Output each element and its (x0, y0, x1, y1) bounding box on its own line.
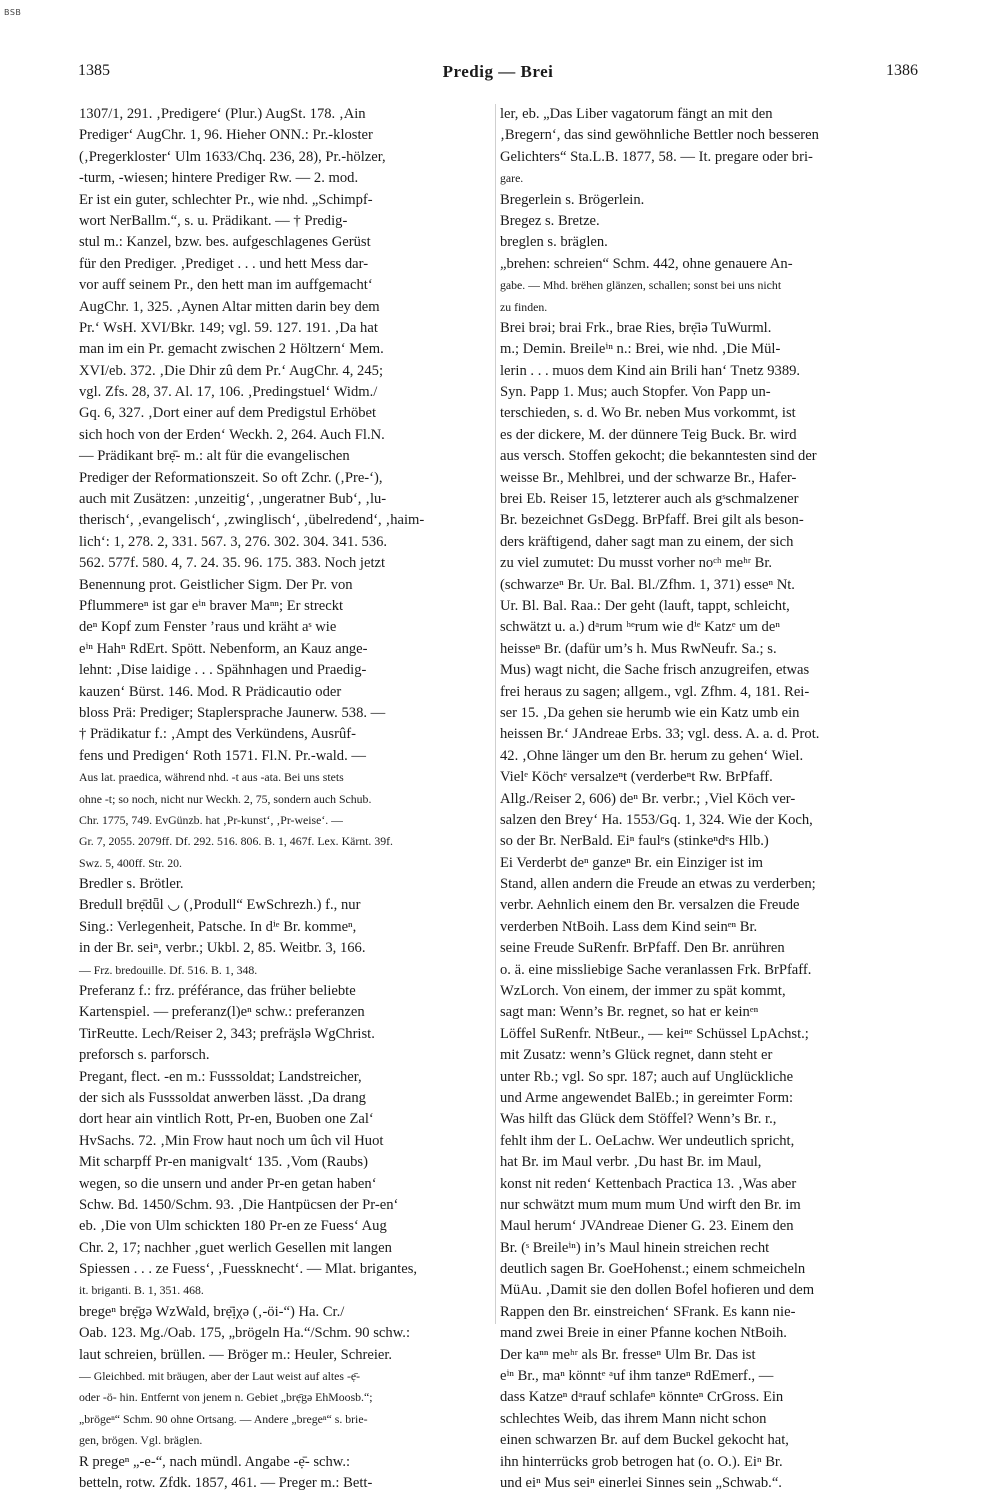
text-line: Was hilft das Glück dem Stöffel? Wenn’s Br. r., (500, 1111, 777, 1128)
running-title: Predig — Brei (442, 62, 554, 81)
text-line: zu viel zumutet: Du musst vorher noᶜʰ meʰʳ Br. (500, 555, 773, 572)
text-line: in der Br. seiⁿ, verbr.; Ukbl. 2, 85. Weitbr. 3, 166. (79, 940, 366, 957)
text-line: bloss Prä: Prediger; Staplersprache Jaunerw. 538. — (79, 704, 386, 721)
text-line: salzen den Brey‘ Ha. 1553/Gq. 1, 324. Wie der Koch, (500, 811, 813, 828)
text-line: „brögeⁿ“ Schm. 90 ohne Ortsang. — Andere „bregeⁿ“ s. brie- (79, 1411, 368, 1426)
text-line: Sing.: Verlegenheit, Patsche. In dⁱᵉ Br. kommeⁿ, (79, 918, 357, 935)
text-line: Gq. 6, 327. ‚Dort einer auf dem Predigstul Erhöbet (79, 405, 377, 422)
text-line: Brei brəi; brai Frk., brae Ries, brẹ̄iə TuWurml. (500, 319, 772, 336)
text-line: nur schwätzt mum mum mum Und wirft den Br. im (500, 1196, 801, 1213)
text-line: Maul herum‘ JVAndreae Diener G. 23. Einem den (500, 1218, 794, 1235)
text-line: sich hoch von der Erden‘ Weckh. 2, 264. Auch Fl.N. (79, 426, 385, 443)
right-text-column (500, 104, 918, 1491)
text-line: und Arme angewendet BalEb.; in gereimter Form: (500, 1089, 794, 1106)
text-line: Chr. 2, 17; nachher ‚guet werlich Gesellen mit langen (79, 1239, 392, 1256)
text-line: ders kräftigend, daher sagt man zu einem, der sich (500, 533, 794, 550)
text-line: Bredull brẹ̄dǖl ◡ (‚Produll“ EwSchrezh.) f., nur (79, 897, 361, 914)
text-line: oder -ö- hin. Entfernt von jenem n. Gebiet „brẹ̄gə EhMoosb.“; (79, 1390, 373, 1405)
text-line: eb. ‚Die von Ulm schickten 180 Pr-en ze Fuess‘ Aug (79, 1218, 387, 1235)
text-line: brei Eb. Reiser 15, letzterer auch als gˢschmalzener (500, 491, 799, 508)
text-line: fehlt ihm der L. OeLachw. Wer undeutlich spricht, (500, 1132, 795, 1149)
text-line: — Frz. bredouille. Df. 516. B. 1, 348. (79, 962, 258, 977)
text-line: — Gleichbed. mit bräugen, aber der Laut weist auf altes -ẹ̄- (79, 1369, 361, 1384)
text-line: man im ein Pr. gemacht zwischen 2 Höltzern‘ Mem. (79, 341, 384, 358)
page-header (78, 62, 918, 86)
text-line: zu finden. (500, 299, 548, 314)
text-line: heisseⁿ Br. (dafür um’s h. Mus RwNeufr. Sa.; s. (500, 640, 777, 657)
text-line: Chr. 1775, 749. EvGünzb. hat ‚Pr-kunst‘, ‚Pr-weise‘. — (79, 812, 343, 827)
text-line: ihn hinterrücks grob betrogen hat (o. O.). Eiⁿ Br. (500, 1453, 783, 1470)
text-line: konst nit reden‘ Kettenbach Practica 13. ‚Was aber (500, 1175, 797, 1192)
text-line: Pr.‘ WsH. XVI/Bkr. 149; vgl. 59. 127. 191. ‚Da hat (79, 319, 378, 336)
text-line: WzLorch. Von einem, der immer zu spät kommt, (500, 983, 786, 1000)
text-line: deutlich sagen Br. GoeHohenst.; einem schmeicheln (500, 1261, 806, 1278)
text-line: ler, eb. „Das Liber vagatorum fängt an mit den (500, 106, 773, 122)
text-line: Bredler s. Brötler. (79, 876, 184, 893)
text-line: gare. (500, 171, 524, 186)
text-line: eⁱⁿ Br., maⁿ könntᵉ ᵃuf ihm tanzeⁿ RdEmerf., — (500, 1368, 774, 1385)
text-line: wort NerBallm.“, s. u. Prädikant. — † Predig- (79, 212, 348, 229)
text-line: Br. bezeichnet GsDegg. BrPfaff. Brei gilt als beson- (500, 512, 804, 529)
text-line: gen, brögen. Vgl. bräglen. (79, 1433, 203, 1448)
text-line: laut schreien, brüllen. — Bröger m.: Heuler, Schreier. (79, 1346, 393, 1363)
text-line: Vielᵉ Köchᵉ versalzeⁿt (verderbeⁿt Rw. BrPfaff. (500, 769, 773, 786)
text-line: therisch‘, ‚evangelisch‘, ‚zwinglisch‘, ‚übelredend‘, ‚haim- (79, 512, 425, 529)
text-line: auch mit Zusätzen: ‚unzeitig‘, ‚ungeratner Bub‘, ‚lu- (79, 491, 387, 508)
text-line: heissen Br.‘ JAndreae Erbs. 33; vgl. dess. A. a. d. Prot. (500, 726, 820, 743)
text-line: preforsch s. parforsch. (79, 1047, 210, 1064)
text-line: ‚Bregern‘, das sind gewöhnliche Bettler noch besseren (500, 127, 819, 144)
text-line: hat Br. im Maul verbr. ‚Du hast Br. im Maul, (500, 1154, 762, 1171)
text-line: it. briganti. B. 1, 351. 468. (79, 1283, 204, 1298)
text-line: mand zwei Breie in einer Pfanne kochen NtBoih. (500, 1325, 787, 1342)
text-line: vgl. Zfs. 28, 37. Al. 17, 106. ‚Predingstuel‘ Widm./ (79, 384, 378, 401)
left-text-column (79, 104, 491, 1491)
text-line: Mus) wagt nicht, die Sache frisch anzugreifen, etwas (500, 662, 810, 679)
text-line: der sich als Fusssoldat anwerben lässt. ‚Da drang (79, 1089, 366, 1106)
column-divider (495, 104, 496, 1324)
text-line: Rappen den Br. einstreichen‘ SFrank. Es kann nie- (500, 1303, 796, 1320)
text-line: so der Br. NerBald. Eiⁿ faulᵉs (stinkeⁿdᵉs Hlb.) (500, 833, 769, 850)
text-line: Prediger der Reformationszeit. So oft Zchr. (‚Pre-‘), (79, 469, 383, 486)
library-stamp: BSB (4, 8, 22, 17)
text-line: für den Prediger. ‚Prediget . . . und hett Mess dar- (79, 255, 369, 272)
text-line: Swz. 5, 400ff. Str. 20. (79, 855, 183, 870)
text-line: 562. 577f. 580. 4, 7. 24. 35. 96. 175. 383. Noch jetzt (79, 555, 386, 572)
text-line: Ur. Bl. Bal. Raa.: Der geht (lauft, tappt, schleicht, (500, 597, 790, 614)
text-line: und eiⁿ Mus seiⁿ einerlei Sinnes sein „Schwab.“. (500, 1475, 782, 1491)
text-line: kauzen‘ Bürst. 146. Mod. R Prädicautio oder (79, 683, 342, 700)
text-line: lehnt: ‚Dise laidige . . . Spähnhagen und Praedig- (79, 662, 367, 679)
text-line: Oab. 123. Mg./Oab. 175, „brögeln Ha.“/Schm. 90 schw.: (79, 1325, 411, 1342)
text-line: verbr. Aehnlich einem den Br. versalzen die Freude (500, 897, 800, 914)
text-line: Er ist ein guter, schlechter Pr., wie nhd. „Schimpf- (79, 191, 373, 208)
text-line: eⁱⁿ Hahⁿ RdErt. Spött. Nebenform, an Kauz ange- (79, 640, 368, 657)
text-line: Stand, allen andern die Freude an etwas zu verderben; (500, 876, 816, 893)
text-line: betteln, rotw. Zfdk. 1857, 461. — Preger m.: Bett- (79, 1475, 373, 1491)
text-line: Prediger‘ AugChr. 1, 96. Hieher ONN.: Pr.-kloster (79, 127, 373, 144)
text-line: stul m.: Kanzel, bzw. bes. aufgeschlagenes Gerüst (79, 234, 371, 251)
text-line: Bregerlein s. Brögerlein. (500, 191, 645, 208)
text-line: wegen, so die unsern und ander Pr-en getan haben‘ (79, 1175, 377, 1192)
text-line: TirReutte. Lech/Reiser 2, 343; prefrä̧slə WgChrist. (79, 1025, 375, 1042)
text-line: Spiessen . . . ze Fuess‘, ‚Fuessknecht‘. — Mlat. brigantes, (79, 1261, 418, 1278)
text-line: Pregant, flect. -en m.: Fusssoldat; Landstreicher, (79, 1068, 362, 1085)
text-line: — Prädikant brẹ̄- m.: alt für die evangelischen (79, 448, 350, 465)
text-line: ser 15. ‚Da gehen sie herumb wie ein Katz umb ein (500, 704, 800, 721)
text-line: 42. ‚Ohne länger um den Br. herum zu gehen‘ Wiel. (500, 747, 804, 764)
text-line: frei heraus zu sagen; allgem., vgl. Zfhm. 4, 181. Rei- (500, 683, 810, 700)
text-line: aus versch. Stoffen gekocht; die bekanntesten sind der (500, 448, 817, 465)
text-line: es der dickere, M. der dünnere Teig Buck. Br. wird (500, 426, 797, 443)
text-line: weisse Br., Mehlbrei, und der schwarze Br., Hafer- (500, 469, 797, 486)
text-line: (schwarzeⁿ Br. Ur. Bal. Bl./Zfhm. 1, 371) esseⁿ Nt. (500, 576, 795, 593)
text-line: Der kaⁿⁿ meʰʳ als Br. fresseⁿ Ulm Br. Das ist (500, 1346, 756, 1363)
text-line: verderben NtBoih. Lass dem Kind seinᵉⁿ Br. (500, 918, 758, 935)
right-page-number: 1386 (886, 62, 918, 79)
text-line: Allg./Reiser 2, 606) deⁿ Br. verbr.; ‚Viel Köch ver- (500, 790, 796, 807)
text-line: Ei Verderbt deⁿ ganzeⁿ Br. ein Einziger ist im (500, 854, 764, 871)
text-line: -turm, -wiesen; hintere Prediger Rw. — 2. mod. (79, 170, 359, 187)
text-line: (‚Pregerkloster‘ Ulm 1633/Chq. 236, 28), Pr.-hölzer, (79, 148, 386, 165)
text-line: ohne -t; so noch, nicht nur Weckh. 2, 75, sondern auch Schub. (79, 791, 372, 806)
text-line: dort hear ain vintlich Rott, Pr-en, Buoben one Zal‘ (79, 1111, 374, 1128)
text-line: Kartenspiel. — preferanz(l)eⁿ schw.: preferanzen (79, 1004, 365, 1021)
text-line: Schw. Bd. 1450/Schm. 93. ‚Die Hantpücsen der Pr-en‘ (79, 1196, 399, 1213)
text-line: lerin . . . muos dem Kind ain Brili han‘ Tnetz 9389. (500, 362, 801, 379)
text-line: Br. (ˢ Breileⁱⁿ) in’s Maul hinein streichen recht (500, 1239, 770, 1256)
text-line: breglen s. bräglen. (500, 234, 608, 251)
text-line: fens und Predigen‘ Roth 1571. Fl.N. Pr.-wald. — (79, 747, 366, 764)
text-line: Syn. Papp 1. Mus; auch Stopfer. Von Papp un- (500, 384, 771, 401)
text-line: Pflummereⁿ ist gar eⁱⁿ braver Maⁿⁿ; Er streckt (79, 597, 344, 614)
text-line: gabe. — Mhd. brëhen glänzen, schallen; sonst bei uns nicht (500, 278, 782, 293)
text-line: seine Freude SuRenfr. BrPfaff. Den Br. anrühren (500, 940, 785, 957)
text-line: R pregeⁿ „-e-“, nach mündl. Angabe -ẹ̄- schw.: (79, 1453, 351, 1470)
text-line: AugChr. 1, 325. ‚Aynen Altar mitten darin bey dem (79, 298, 380, 315)
text-line: dass Katzeⁿ dᵃrauf schlafeⁿ könnteⁿ CrGross. Ein (500, 1389, 784, 1406)
text-line: Löffel SuRenfr. NtBeur., — keiⁿᵉ Schüssel LpAchst.; (500, 1025, 809, 1042)
text-line: Bregez s. Bretze. (500, 212, 600, 229)
text-line: Aus lat. praedica, während nhd. -t aus -ata. Bei uns stets (79, 770, 344, 785)
text-line: mit Zusatz: wenn’s Glück regnet, dann steht er (500, 1047, 773, 1064)
text-line: HvSachs. 72. ‚Min Frow haut noch um ûch vil Huot (79, 1132, 384, 1149)
left-page-number: 1385 (78, 62, 110, 79)
text-line: vor auff seinem Pr., den hett man im auffgemacht‘ (79, 277, 373, 294)
text-line: XVI/eb. 372. ‚Die Dhir zû dem Pr.‘ AugChr. 4, 245; (79, 362, 384, 379)
text-line: lich‘: 1, 278. 2, 331. 567. 3, 276. 302. 304. 341. 536. (79, 533, 388, 550)
text-line: Benennung prot. Geistlicher Sigm. Der Pr. von (79, 576, 353, 593)
text-line: deⁿ Kopf zum Fenster ’raus und kräht aˢ wie (79, 619, 337, 636)
text-line: o. ä. eine missliebige Sache veranlassen Frk. BrPfaff. (500, 961, 812, 978)
text-line: schwätzt u. a.) dᵃrum ʰᵉrum wie dⁱᵉ Katzᵉ um deⁿ (500, 619, 780, 636)
text-line: „brehen: schreien“ Schm. 442, ohne genauere An- (500, 255, 793, 272)
text-line: bregeⁿ brẹ̄gə WzWald, brẹ̄ịχə (‚-öi-“) Ha. Cr./ (79, 1303, 345, 1320)
text-line: sagt man: Wenn’s Br. regnet, so hat er keinᵉⁿ (500, 1004, 759, 1021)
text-line: Gelichters“ Sta.L.B. 1877, 58. — It. pregare oder bri- (500, 148, 813, 165)
text-line: m.; Demin. Breileⁱⁿ n.: Brei, wie nhd. ‚Die Mül- (500, 341, 781, 358)
text-line: Preferanz f.: frz. préférance, das früher beliebte (79, 983, 356, 1000)
text-line: einen schwarzen Br. auf dem Buckel gekocht hat, (500, 1432, 789, 1449)
text-line: 1307/1, 291. ‚Predigere‘ (Plur.) AugSt. 178. ‚Ain (79, 106, 366, 122)
text-line: Gr. 7, 2055. 2079ff. Df. 292. 516. 806. B. 1, 467f. Lex. Kärnt. 39f. (79, 834, 394, 849)
text-line: † Prädikatur f.: ‚Ampt des Verkündens, Ausrûf- (79, 726, 356, 743)
text-line: schlechtes Weib, das ihrem Mann nicht schon (500, 1410, 767, 1427)
text-line: MüAu. ‚Damit sie den dollen Bofel hofieren und dem (500, 1282, 815, 1299)
text-line: unter Rb.; vgl. So spr. 187; auch auf Unglückliche (500, 1068, 794, 1085)
text-line: Mit scharpff Pr-en manigvalt‘ 135. ‚Vom (Raubs) (79, 1154, 368, 1171)
text-line: terschieden, s. d. Wo Br. neben Mus vorkommt, ist (500, 405, 796, 422)
